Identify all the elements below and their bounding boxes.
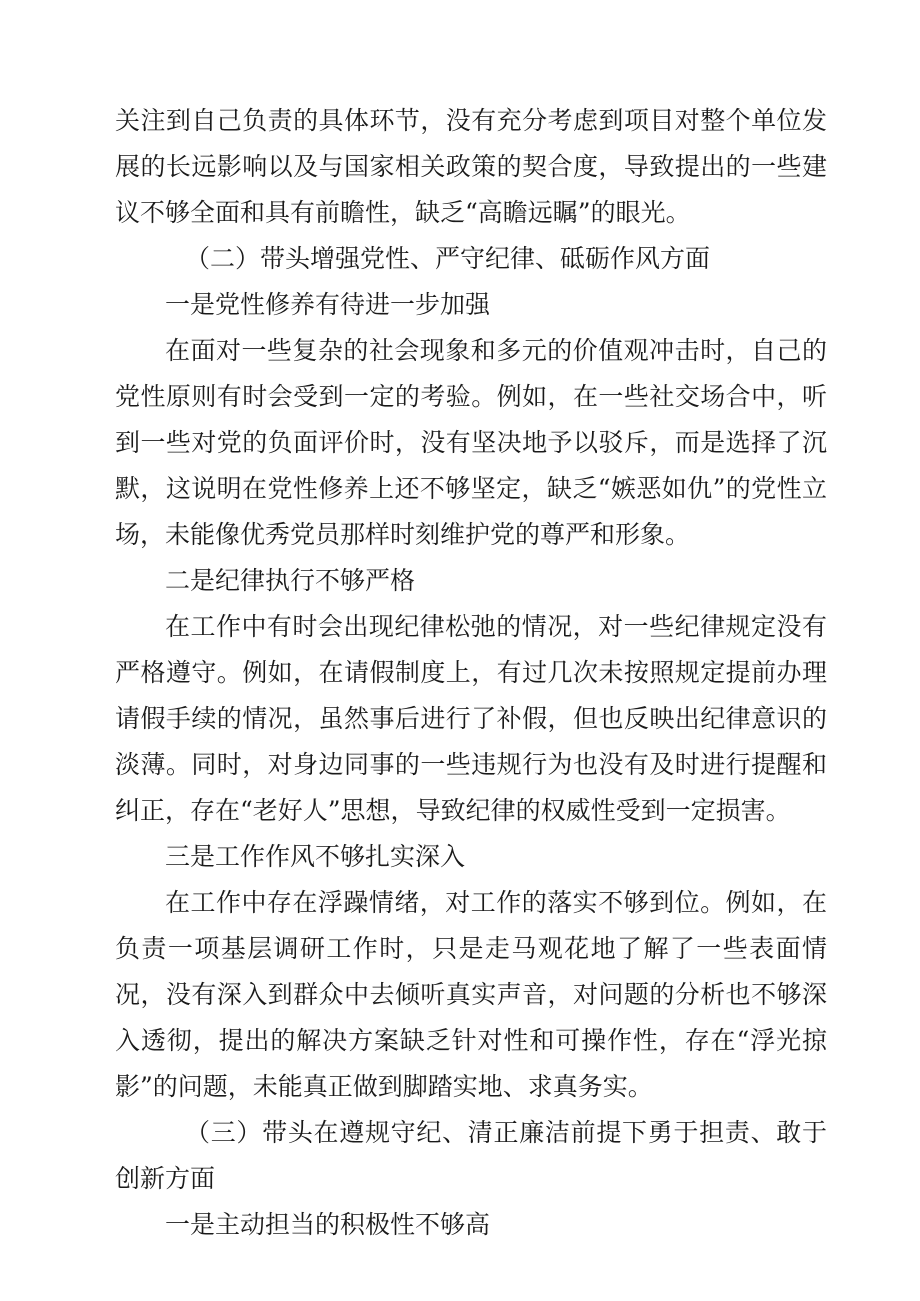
- subheading-party-spirit: 一是党性修养有待进一步加强: [165, 290, 491, 319]
- subheading-discipline: 二是纪律执行不够严格: [165, 566, 416, 595]
- section-heading-2: （二）带头增强党性、严守纪律、砥砺作风方面: [185, 244, 711, 273]
- paragraph-continued: 关注到自己负责的具体环节，没有充分考虑到项目对整个单位发展的长远影响以及与国家相关政策的契合度，导致提出的一些建议不够全面和具有前瞻性，缺乏“高瞻远瞩”的眼光。: [115, 106, 827, 227]
- subheading-responsibility: 一是主动担当的积极性不够高: [165, 1210, 491, 1239]
- document-body: [115, 98, 827, 1248]
- subheading-work-style: 三是工作作风不够扎实深入: [165, 842, 466, 871]
- section-heading-3: （三）带头在遵规守纪、清正廉洁前提下勇于担责、敢于创新方面: [115, 1118, 827, 1193]
- paragraph-work-style: 在工作中存在浮躁情绪，对工作的落实不够到位。例如，在负责一项基层调研工作时，只是走马观花地了解了一些表面情况，没有深入到群众中去倾听真实声音，对问题的分析也不够深入透彻，提出的解决方案缺乏针对性和可操作性，存在“浮光掠影”的问题，未能真正做到脚踏实地、求真务实。: [115, 888, 827, 1101]
- paragraph-discipline: 在工作中有时会出现纪律松弛的情况，对一些纪律规定没有严格遵守。例如，在请假制度上，有过几次未按照规定提前办理请假手续的情况，虽然事后进行了补假，但也反映出纪律意识的淡薄。同时，对身边同事的一些违规行为也没有及时进行提醒和纠正，存在“老好人”思想，导致纪律的权威性受到一定损害。: [115, 612, 827, 825]
- paragraph-party-spirit: 在面对一些复杂的社会现象和多元的价值观冲击时，自己的党性原则有时会受到一定的考验。例如，在一些社交场合中，听到一些对党的负面评价时，没有坚决地予以驳斥，而是选择了沉默，这说明在党性修养上还不够坚定，缺乏“嫉恶如仇”的党性立场，未能像优秀党员那样时刻维护党的尊严和形象。: [115, 336, 827, 549]
